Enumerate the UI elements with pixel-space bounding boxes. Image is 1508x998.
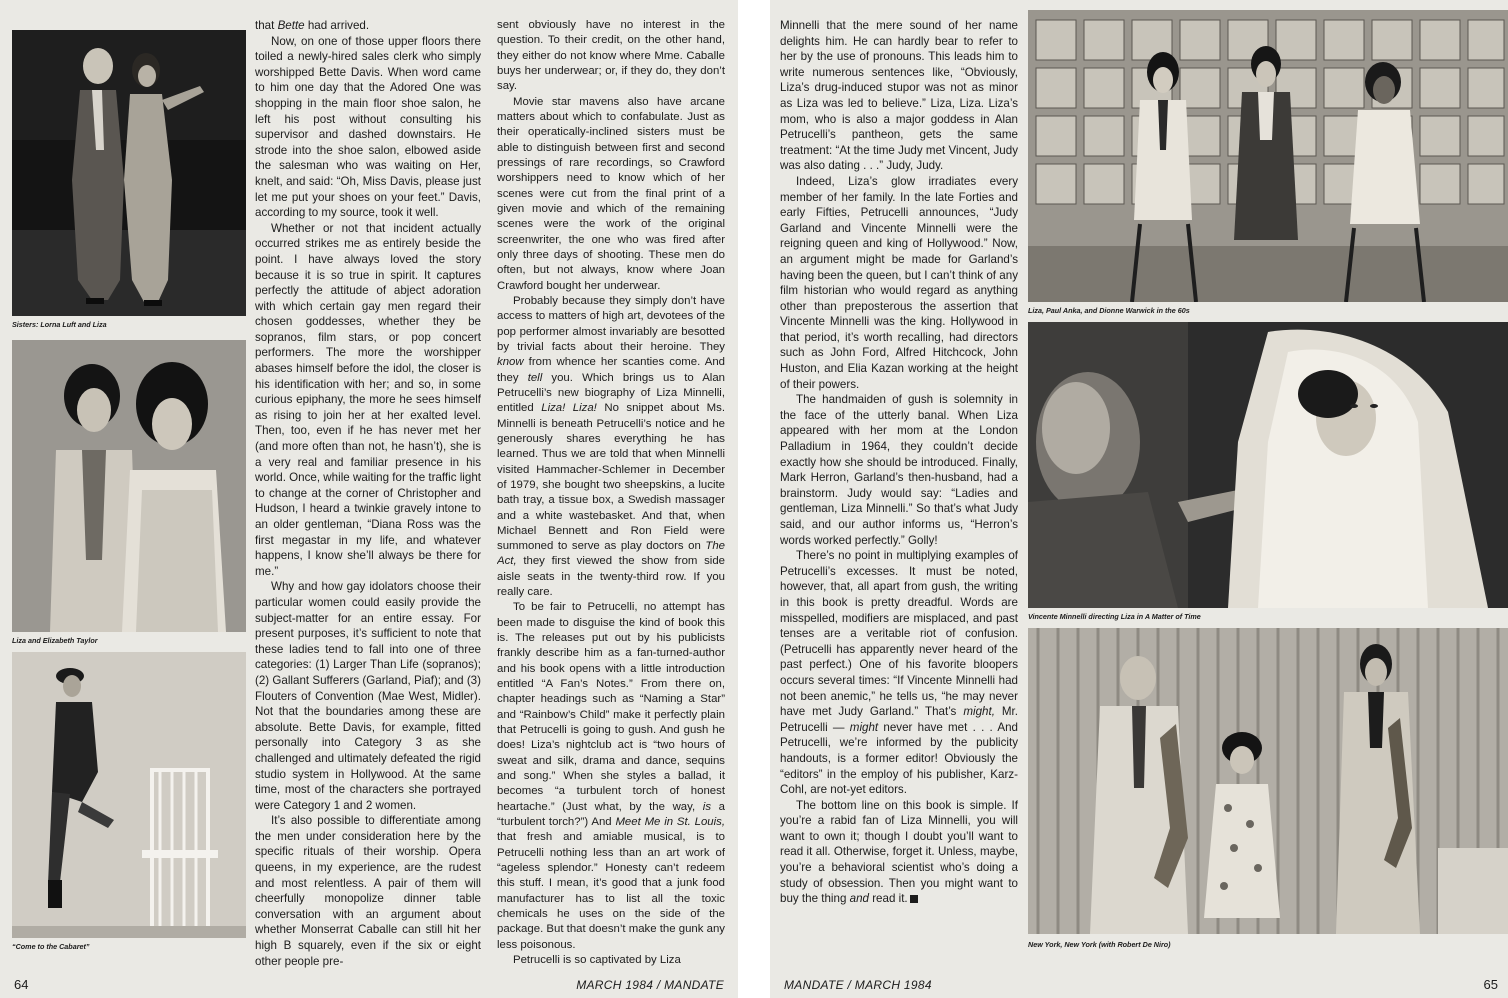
italic-text-run: Liza! Liza! — [541, 402, 597, 415]
page-number-right: 65 — [1483, 977, 1498, 992]
article-paragraph — [255, 34, 481, 221]
text-run: Why and how gay idolators choose their particular women could easily provide the subject-matter for an entire essay. For present purposes, it’s sufficient to note that these ladies tend to fall into one of three categories: (1) Larger Than Life (sopranos); (2) Gallant Sufferers (Garland, Piaf); and (3) Flouters of Convention (Mae West, Midler). Not that the boundaries among these are absolute. Bette Davis, for example, fitted personally into Category 3 as she challenged and ultimately defeated the rigid studio system in Hollywood. At the same time, most of the characters she portrayed were Category 1 and 2 women. — [255, 580, 481, 812]
text-run: Whether or not that incident actually occurred strikes me as entirely beside the point. I have always loved the story because it is so true in spirit. It captures perfectly the attitude of abject adoration with which certain gay men regard their chosen goddesses, whether they be sopranos, film stars, or pop concert performers. The more the worshipper abases himself before the idol, the closer is his identification with her; and so, in some curious epiphany, the more he sees himself as rising to join her at her exalted level. Then, too, even if he has never met her (and more often than not, he hasn’t), she is a very real and familiar presence in his world. Once, while waiting for the traffic light to change at the corner of Christopher and Hudson, I heard a twinkie gravely intone to an older gentleman, “Diana Ross was the first megastar in my life, and whatever happens, I know she’ll always be there for me.” — [255, 221, 481, 578]
photo-liza-paul-anka-dionne-warwick — [1028, 10, 1508, 302]
text-run: The handmaiden of gush is solemnity in the face of the utterly banal. When Liza appeared with her mom at the London Palladium in 1964, they couldn’t decide exactly how she should be introduced. Finally, Mark Herron, Garland’s then-husband, had a brainstorm. Judy would say: “Ladies and gentleman, Liza Minnelli.” So that’s what Judy said, and our author informs us, “Herron’s words worked perfectly.” Golly! — [780, 393, 1018, 547]
text-run: Petrucelli is so captivated by Liza — [513, 954, 681, 967]
italic-text-run: The Act, — [497, 540, 725, 568]
photo-vincente-minnelli-directing-liza — [1028, 322, 1508, 608]
running-head-right: MANDATE / MARCH 1984 — [784, 978, 932, 992]
article-paragraph — [497, 953, 725, 968]
text-run: sent obviously have no interest in the question. To their credit, on the other hand, they either do not know where Mme. Caballe buys her underwear; or, if they do, they don’t say. — [497, 19, 725, 93]
text-run: To be fair to Petrucelli, no attempt has been made to disguise the kind of book this is. The releases put out by his publicists frankly describe him as a fan-turned-author and his book opens with a little introduction entitled “A Fan’s Notes.” From there on, chapter headings such as “Naming a Star” and “Rainbow’s Child” make it perfectly plain that Petrucelli is going to gush. And gush he does! Liza’s nightclub act is “two hours of sweat and silk, drama and dance, sequins and song.” When she styles a ballad, it becomes “a turbulent torch of honest heartache.” (Just what, by the way, — [497, 601, 725, 813]
text-run: a “turbulent torch?”) And — [497, 800, 725, 829]
article-paragraph — [255, 813, 481, 968]
running-foot-left: MARCH 1984 / MANDATE — [576, 978, 724, 992]
article-paragraph — [497, 18, 725, 95]
text-run: Minnelli that the mere sound of her name delights him. He can hardly bear to refer to her by the use of pronouns. This leads him to write numerous sentences like, “Obviously, Liza’s drug-induced stupor was not as minor as Liza was led to believe.” Liza, Liza. Liza’s mom, who is also a major goddess in Alan Petrucelli’s pantheon, gets the same treatment: “At the time Judy met Vincent, Judy was also dating . . .” Judy, Judy. — [780, 19, 1018, 173]
italic-text-run: know — [497, 356, 524, 369]
photo-new-york-new-york — [1028, 628, 1508, 934]
article-paragraph — [497, 600, 725, 953]
article-paragraph — [255, 221, 481, 580]
text-run: The bottom line on this book is simple. If you’re a rabid fan of Liza Minnelli, you will want to own it; though I doubt you’ll want to read it all. Otherwise, forget it. Unless, maybe, you’re a behavioral scientist who’s doing a study of obsession. Then you might want to buy the thing — [780, 798, 1018, 906]
text-run: from whence her scanties come. And they — [497, 356, 725, 384]
caption-photo-4: Liza, Paul Anka, and Dionne Warwick in the 60s — [1028, 306, 1190, 315]
magazine-page-right — [770, 0, 1508, 998]
text-run: It’s also possible to differentiate among the men under consideration here by the specific rituals of their worship. Opera queens, in my experience, are the rudest and most relentless. A pair of them will cheerfully monopolize dinner table conversation with an argument about whether Monserrat Caballe can still hit her high B squarely, even if the six or eight other people pre- — [255, 814, 481, 968]
article-paragraph — [780, 798, 1018, 907]
article-paragraph — [497, 95, 725, 294]
text-run: Probably because they simply don’t have access to matters of high art, devotees of the pop performer almost invariably are besotted by trivial facts about their heroine. They — [497, 294, 725, 353]
article-paragraph — [780, 548, 1018, 798]
article-column-2 — [497, 18, 725, 968]
caption-photo-2: Liza and Elizabeth Taylor — [12, 636, 98, 645]
photo-liza-and-elizabeth-taylor — [12, 340, 246, 632]
text-run: Mr. Petrucelli — — [780, 705, 1018, 734]
text-run: There’s no point in multiplying examples of Petrucelli’s excesses. It must be noted, however, that, all apart from gush, the writing in this book is pretty dreadful. Words are misspelled, modifiers are misplaced, and past tenses are a veritable riot of confusion. (Petrucelli has apparently never heard of the past perfect.) One of his favorite bloopers occurs several times: “If Vincente Minnelli had not been anemic,” he tells us, “he may never have met Judy Garland.” That’s — [780, 549, 1018, 719]
text-run: they first viewed the show from side aisle seats in the twenty-third row. If you really care. — [497, 555, 725, 599]
magazine-page-left — [0, 0, 738, 998]
text-run: No snippet about Ms. Minnelli is beneath Petrucelli’s notice and he generously shares everything he has learned. Thus we are told that when Minnelli visited Hammacher-Schlemer in December of 1979, she bought two sheepskins, a lucite bath tray, a tissue box, a Swedish massager and a white wastebasket. And that, when Michael Bennett and Ron Field were summoned to serve as play doctors on — [497, 402, 725, 553]
article-column-1 — [255, 18, 481, 968]
caption-photo-3: “Come to the Cabaret” — [12, 942, 90, 951]
text-run: you. Which brings us to Alan Petrucelli’s new biography of Liza Minnelli, entitled — [497, 371, 725, 415]
end-of-article-mark — [910, 895, 918, 903]
article-paragraph — [255, 579, 481, 813]
article-paragraph — [780, 392, 1018, 548]
article-paragraph — [255, 18, 481, 34]
text-run: had arrived. — [304, 19, 370, 32]
text-run: that — [255, 19, 278, 32]
text-run: that fresh and amiable musical, is to Petrucelli nothing less than an art work of “ageless splendor.” Honesty can’t redeem this stuff. I mean, it’s good that a junk food manufacturer has to list all the toxic chemicals he uses on the side of the package. But that doesn’t make the gunk any less poisonous. — [497, 831, 725, 951]
italic-text-run: Meet Me in St. Louis, — [615, 816, 725, 829]
page-gutter — [738, 0, 770, 998]
caption-photo-6: New York, New York (with Robert De Niro) — [1028, 940, 1171, 949]
photo-lorna-luft-and-liza — [12, 30, 246, 316]
article-paragraph — [497, 294, 725, 601]
article-column-3 — [780, 18, 1018, 968]
text-run: never have met . . . And Petrucelli, we’re informed by the publicity handouts, is a former editor! Obviously the “editors” in the employ of his publisher, Karz-Cohl, are not-yet editors. — [780, 720, 1018, 797]
caption-photo-1: Sisters: Lorna Luft and Liza — [12, 320, 107, 329]
italic-text-run: might — [849, 720, 879, 734]
text-run: Movie star mavens also have arcane matters about which to confabulate. Just as their operatically-inclined sisters must be able to distinguish between first and second pressings of rare recordings, so Crawford worshippers need to know which of her scenes were cut from the final print of a given movie and which of the remaining scenes were the work of the original screenwriter, the one who was fired after only three days of shooting. These men do often, but not always, know where Joan Crawford bought her underwear. — [497, 95, 725, 292]
text-run: read it. — [868, 892, 908, 906]
page-number-left: 64 — [14, 977, 29, 992]
article-paragraph — [780, 174, 1018, 392]
text-run: Indeed, Liza’s glow irradiates every member of her family. In the late Forties and early Fifties, Petrucelli announces, “Judy Garland and Vincente Minnelli were the reigning queen and king of Hollywood.” Now, an argument might be made for Garland’s having been the queen, but I can’t think of any film historian who would regard as anything other than preposterous the assertion that Vincente Minnelli was the king. Hollywood in that period, it’s worth recalling, had directors such as John Ford, Alfred Hitchcock, John Huston, and Elia Kazan working at the height of their powers. — [780, 174, 1018, 391]
caption-photo-5: Vincente Minnelli directing Liza in A Matter of Time — [1028, 612, 1201, 621]
photo-come-to-the-cabaret — [12, 652, 246, 938]
text-run: Now, on one of those upper floors there toiled a newly-hired sales clerk who simply worshipped Bette Davis. When word came to him one day that the Adored One was shopping in the main floor shoe salon, he left his post without consulting his supervisor and dashed downstairs. He strode into the shoe salon, elbowed aside the salesman who was waiting on Her, knelt, and said: “Oh, Miss Davis, please just let me put your shoes on your feet.” Davis, according to my source, took it well. — [255, 34, 481, 220]
italic-text-run: Bette — [277, 19, 305, 32]
italic-text-run: is — [702, 800, 712, 813]
italic-text-run: and — [849, 892, 869, 906]
italic-text-run: might, — [963, 705, 995, 719]
article-paragraph — [780, 18, 1018, 174]
italic-text-run: tell — [527, 371, 543, 384]
